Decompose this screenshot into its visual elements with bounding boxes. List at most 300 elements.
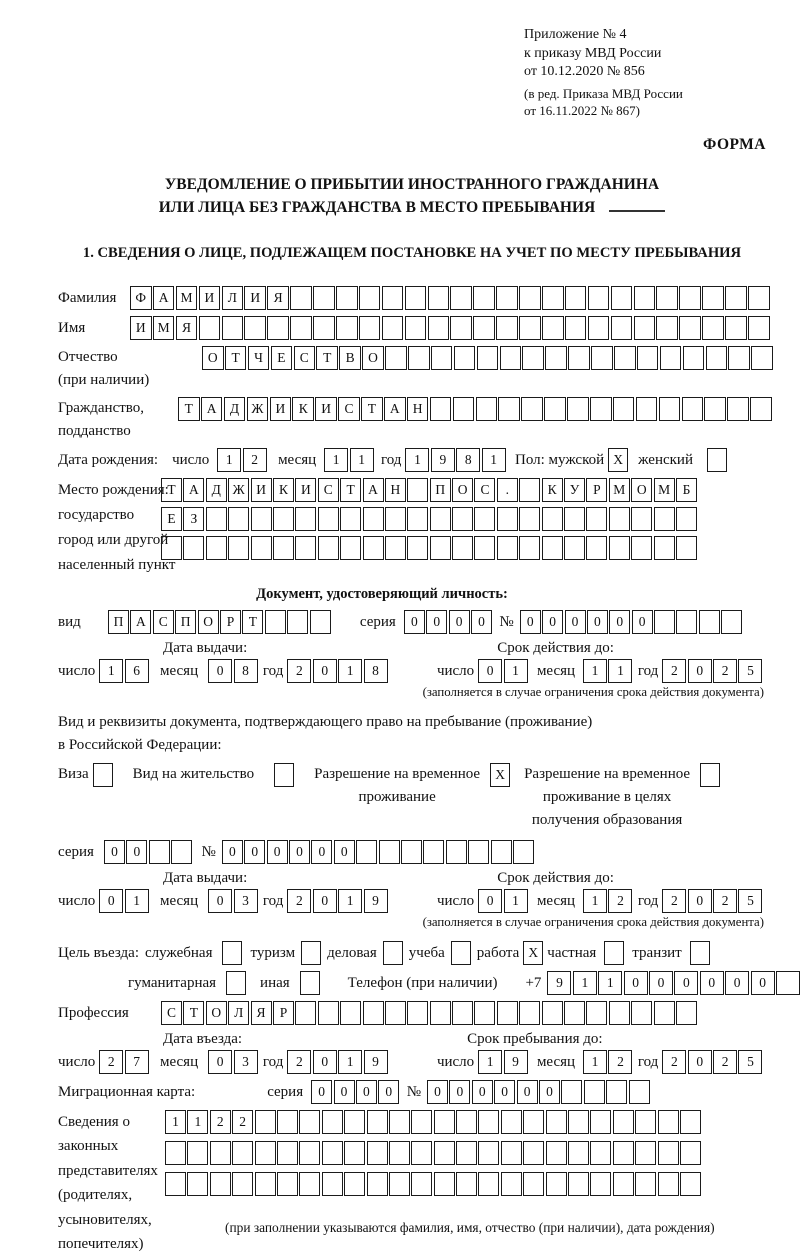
char-box[interactable] bbox=[407, 536, 428, 560]
char-box[interactable]: Т bbox=[340, 478, 361, 502]
char-box[interactable] bbox=[244, 316, 266, 340]
char-box[interactable]: 7 bbox=[125, 1050, 149, 1074]
char-box[interactable] bbox=[452, 1001, 473, 1025]
char-box[interactable] bbox=[456, 1110, 477, 1134]
char-box[interactable] bbox=[591, 346, 613, 370]
char-box[interactable] bbox=[255, 1172, 276, 1196]
char-box[interactable]: 1 bbox=[338, 889, 362, 913]
char-box[interactable]: 8 bbox=[364, 659, 388, 683]
char-box[interactable]: Я bbox=[267, 286, 289, 310]
char-box[interactable]: З bbox=[183, 507, 204, 531]
char-box[interactable] bbox=[273, 507, 294, 531]
char-box[interactable] bbox=[228, 507, 249, 531]
char-box[interactable]: 0 bbox=[126, 840, 147, 864]
char-box[interactable]: О bbox=[202, 346, 224, 370]
char-box[interactable] bbox=[614, 346, 636, 370]
char-box[interactable]: Б bbox=[676, 478, 697, 502]
char-box[interactable] bbox=[430, 507, 451, 531]
char-box[interactable] bbox=[434, 1110, 455, 1134]
char-box[interactable]: Т bbox=[161, 478, 182, 502]
char-box[interactable] bbox=[336, 286, 358, 310]
char-box[interactable] bbox=[363, 1001, 384, 1025]
char-box[interactable] bbox=[542, 286, 564, 310]
char-box[interactable] bbox=[446, 840, 467, 864]
char-box[interactable]: 2 bbox=[713, 659, 737, 683]
char-box[interactable] bbox=[590, 1141, 611, 1165]
char-box[interactable] bbox=[568, 1110, 589, 1134]
char-box[interactable]: 0 bbox=[587, 610, 608, 634]
char-box[interactable] bbox=[340, 536, 361, 560]
char-box[interactable] bbox=[676, 1001, 697, 1025]
char-box[interactable] bbox=[542, 536, 563, 560]
char-box[interactable] bbox=[501, 1172, 522, 1196]
char-box[interactable] bbox=[513, 840, 534, 864]
char-box[interactable] bbox=[654, 536, 675, 560]
char-box[interactable] bbox=[165, 1172, 186, 1196]
char-box[interactable]: 0 bbox=[311, 840, 332, 864]
char-box[interactable] bbox=[313, 286, 335, 310]
char-box[interactable]: Н bbox=[407, 397, 429, 421]
char-box[interactable] bbox=[477, 346, 499, 370]
char-box[interactable]: Т bbox=[242, 610, 263, 634]
char-box[interactable] bbox=[430, 397, 452, 421]
char-box[interactable]: А bbox=[384, 397, 406, 421]
char-box[interactable] bbox=[590, 397, 612, 421]
char-box[interactable] bbox=[295, 1001, 316, 1025]
char-box[interactable] bbox=[199, 316, 221, 340]
char-box[interactable]: 0 bbox=[404, 610, 425, 634]
char-box[interactable] bbox=[367, 1110, 388, 1134]
char-box[interactable] bbox=[267, 316, 289, 340]
char-box[interactable] bbox=[474, 1001, 495, 1025]
purpose-tourism-checkbox[interactable] bbox=[301, 941, 321, 965]
char-box[interactable]: 0 bbox=[520, 610, 541, 634]
sex-female-checkbox[interactable] bbox=[707, 448, 727, 472]
char-box[interactable] bbox=[613, 397, 635, 421]
char-box[interactable] bbox=[389, 1172, 410, 1196]
char-box[interactable] bbox=[474, 536, 495, 560]
char-box[interactable]: 0 bbox=[313, 659, 337, 683]
char-box[interactable] bbox=[255, 1110, 276, 1134]
char-box[interactable] bbox=[228, 536, 249, 560]
char-box[interactable] bbox=[456, 1172, 477, 1196]
char-box[interactable] bbox=[287, 610, 308, 634]
char-box[interactable]: 0 bbox=[313, 889, 337, 913]
char-box[interactable] bbox=[491, 840, 512, 864]
purpose-work-checkbox[interactable]: X bbox=[523, 941, 543, 965]
temporary-residence-checkbox[interactable]: X bbox=[490, 763, 510, 787]
char-box[interactable]: К bbox=[273, 478, 294, 502]
char-box[interactable]: А bbox=[363, 478, 384, 502]
char-box[interactable] bbox=[367, 1172, 388, 1196]
char-box[interactable] bbox=[222, 316, 244, 340]
char-box[interactable] bbox=[586, 536, 607, 560]
char-box[interactable] bbox=[265, 610, 286, 634]
char-box[interactable]: И bbox=[130, 316, 152, 340]
char-box[interactable] bbox=[496, 286, 518, 310]
char-box[interactable] bbox=[676, 536, 697, 560]
char-box[interactable]: Т bbox=[178, 397, 200, 421]
char-box[interactable]: 2 bbox=[210, 1110, 231, 1134]
char-box[interactable] bbox=[206, 536, 227, 560]
char-box[interactable] bbox=[450, 286, 472, 310]
char-box[interactable] bbox=[680, 1110, 701, 1134]
char-box[interactable] bbox=[631, 1001, 652, 1025]
char-box[interactable] bbox=[318, 536, 339, 560]
char-box[interactable] bbox=[187, 1172, 208, 1196]
char-box[interactable] bbox=[635, 1172, 656, 1196]
char-box[interactable]: 1 bbox=[324, 448, 348, 472]
char-box[interactable] bbox=[522, 346, 544, 370]
char-box[interactable]: Р bbox=[220, 610, 241, 634]
char-box[interactable]: Е bbox=[161, 507, 182, 531]
char-box[interactable] bbox=[656, 316, 678, 340]
char-box[interactable] bbox=[634, 316, 656, 340]
char-box[interactable] bbox=[654, 1001, 675, 1025]
char-box[interactable]: А bbox=[130, 610, 151, 634]
char-box[interactable] bbox=[356, 840, 377, 864]
char-box[interactable] bbox=[728, 346, 750, 370]
char-box[interactable]: И bbox=[244, 286, 266, 310]
char-box[interactable] bbox=[411, 1110, 432, 1134]
char-box[interactable]: 2 bbox=[662, 1050, 686, 1074]
char-box[interactable] bbox=[568, 1141, 589, 1165]
char-box[interactable]: М bbox=[609, 478, 630, 502]
char-box[interactable] bbox=[411, 1141, 432, 1165]
char-box[interactable] bbox=[408, 346, 430, 370]
char-box[interactable] bbox=[232, 1141, 253, 1165]
char-box[interactable]: Ж bbox=[228, 478, 249, 502]
char-box[interactable] bbox=[476, 397, 498, 421]
char-box[interactable]: 0 bbox=[649, 971, 673, 995]
char-box[interactable] bbox=[165, 1141, 186, 1165]
char-box[interactable] bbox=[631, 507, 652, 531]
char-box[interactable] bbox=[501, 1110, 522, 1134]
char-box[interactable]: 0 bbox=[674, 971, 698, 995]
char-box[interactable] bbox=[434, 1141, 455, 1165]
char-box[interactable]: 0 bbox=[542, 610, 563, 634]
char-box[interactable]: 9 bbox=[364, 889, 388, 913]
char-box[interactable]: Т bbox=[183, 1001, 204, 1025]
char-box[interactable]: О bbox=[198, 610, 219, 634]
char-box[interactable]: И bbox=[199, 286, 221, 310]
char-box[interactable]: П bbox=[108, 610, 129, 634]
char-box[interactable] bbox=[546, 1110, 567, 1134]
char-box[interactable] bbox=[542, 507, 563, 531]
char-box[interactable]: 0 bbox=[449, 1080, 470, 1104]
char-box[interactable] bbox=[564, 536, 585, 560]
char-box[interactable]: 1 bbox=[482, 448, 506, 472]
char-box[interactable] bbox=[588, 286, 610, 310]
char-box[interactable]: А bbox=[153, 286, 175, 310]
char-box[interactable] bbox=[385, 507, 406, 531]
char-box[interactable] bbox=[363, 536, 384, 560]
char-box[interactable] bbox=[656, 286, 678, 310]
char-box[interactable]: 1 bbox=[125, 889, 149, 913]
char-box[interactable] bbox=[407, 1001, 428, 1025]
char-box[interactable] bbox=[636, 397, 658, 421]
char-box[interactable] bbox=[313, 316, 335, 340]
char-box[interactable] bbox=[635, 1110, 656, 1134]
char-box[interactable]: И bbox=[295, 478, 316, 502]
char-box[interactable]: 0 bbox=[244, 840, 265, 864]
char-box[interactable] bbox=[367, 1141, 388, 1165]
char-box[interactable] bbox=[519, 1001, 540, 1025]
char-box[interactable] bbox=[568, 1172, 589, 1196]
char-box[interactable] bbox=[344, 1110, 365, 1134]
visa-checkbox[interactable] bbox=[93, 763, 113, 787]
sex-male-checkbox[interactable]: X bbox=[608, 448, 628, 472]
char-box[interactable] bbox=[613, 1172, 634, 1196]
char-box[interactable]: И bbox=[315, 397, 337, 421]
char-box[interactable] bbox=[407, 507, 428, 531]
char-box[interactable]: Ч bbox=[248, 346, 270, 370]
char-box[interactable] bbox=[340, 507, 361, 531]
char-box[interactable] bbox=[704, 397, 726, 421]
char-box[interactable] bbox=[609, 507, 630, 531]
char-box[interactable] bbox=[290, 286, 312, 310]
char-box[interactable]: О bbox=[452, 478, 473, 502]
char-box[interactable] bbox=[679, 286, 701, 310]
char-box[interactable] bbox=[748, 316, 770, 340]
char-box[interactable]: 0 bbox=[311, 1080, 332, 1104]
char-box[interactable] bbox=[654, 610, 675, 634]
char-box[interactable] bbox=[454, 346, 476, 370]
char-box[interactable]: 2 bbox=[99, 1050, 123, 1074]
char-box[interactable]: Я bbox=[251, 1001, 272, 1025]
char-box[interactable]: Н bbox=[385, 478, 406, 502]
char-box[interactable] bbox=[519, 286, 541, 310]
char-box[interactable]: 0 bbox=[356, 1080, 377, 1104]
char-box[interactable]: О bbox=[631, 478, 652, 502]
char-box[interactable] bbox=[497, 536, 518, 560]
char-box[interactable] bbox=[359, 316, 381, 340]
char-box[interactable]: О bbox=[206, 1001, 227, 1025]
char-box[interactable]: 0 bbox=[427, 1080, 448, 1104]
char-box[interactable]: 0 bbox=[426, 610, 447, 634]
char-box[interactable] bbox=[385, 536, 406, 560]
char-box[interactable] bbox=[523, 1172, 544, 1196]
char-box[interactable] bbox=[468, 840, 489, 864]
char-box[interactable] bbox=[751, 346, 773, 370]
char-box[interactable]: 9 bbox=[547, 971, 571, 995]
char-box[interactable] bbox=[407, 478, 428, 502]
char-box[interactable]: 1 bbox=[478, 1050, 502, 1074]
char-box[interactable] bbox=[683, 346, 705, 370]
char-box[interactable] bbox=[613, 1110, 634, 1134]
char-box[interactable] bbox=[299, 1110, 320, 1134]
char-box[interactable] bbox=[658, 1110, 679, 1134]
char-box[interactable] bbox=[310, 610, 331, 634]
purpose-other-checkbox[interactable] bbox=[300, 971, 320, 995]
char-box[interactable] bbox=[676, 610, 697, 634]
purpose-official-checkbox[interactable] bbox=[222, 941, 242, 965]
char-box[interactable]: 1 bbox=[583, 1050, 607, 1074]
char-box[interactable]: 0 bbox=[632, 610, 653, 634]
char-box[interactable] bbox=[452, 536, 473, 560]
char-box[interactable] bbox=[478, 1141, 499, 1165]
char-box[interactable]: А bbox=[183, 478, 204, 502]
char-box[interactable] bbox=[382, 316, 404, 340]
char-box[interactable]: 2 bbox=[243, 448, 267, 472]
char-box[interactable]: 1 bbox=[187, 1110, 208, 1134]
char-box[interactable]: Д bbox=[206, 478, 227, 502]
char-box[interactable]: 0 bbox=[208, 1050, 232, 1074]
char-box[interactable] bbox=[210, 1141, 231, 1165]
purpose-transit-checkbox[interactable] bbox=[690, 941, 710, 965]
char-box[interactable] bbox=[277, 1172, 298, 1196]
char-box[interactable] bbox=[658, 1172, 679, 1196]
char-box[interactable] bbox=[586, 507, 607, 531]
char-box[interactable]: О bbox=[362, 346, 384, 370]
char-box[interactable] bbox=[606, 1080, 627, 1104]
char-box[interactable]: С bbox=[338, 397, 360, 421]
char-box[interactable] bbox=[423, 840, 444, 864]
char-box[interactable] bbox=[568, 346, 590, 370]
char-box[interactable] bbox=[295, 507, 316, 531]
purpose-study-checkbox[interactable] bbox=[451, 941, 471, 965]
char-box[interactable] bbox=[637, 346, 659, 370]
char-box[interactable]: С bbox=[294, 346, 316, 370]
char-box[interactable] bbox=[634, 286, 656, 310]
char-box[interactable]: К bbox=[292, 397, 314, 421]
char-box[interactable] bbox=[679, 316, 701, 340]
char-box[interactable] bbox=[206, 507, 227, 531]
char-box[interactable]: Т bbox=[316, 346, 338, 370]
char-box[interactable] bbox=[411, 1172, 432, 1196]
char-box[interactable] bbox=[519, 316, 541, 340]
char-box[interactable]: Л bbox=[228, 1001, 249, 1025]
char-box[interactable] bbox=[318, 1001, 339, 1025]
char-box[interactable] bbox=[385, 1001, 406, 1025]
char-box[interactable]: У bbox=[564, 478, 585, 502]
char-box[interactable] bbox=[565, 286, 587, 310]
char-box[interactable] bbox=[295, 536, 316, 560]
char-box[interactable]: 2 bbox=[662, 889, 686, 913]
char-box[interactable] bbox=[660, 346, 682, 370]
char-box[interactable]: М bbox=[654, 478, 675, 502]
char-box[interactable] bbox=[497, 507, 518, 531]
char-box[interactable]: 1 bbox=[608, 659, 632, 683]
char-box[interactable] bbox=[498, 397, 520, 421]
char-box[interactable] bbox=[453, 397, 475, 421]
char-box[interactable] bbox=[590, 1172, 611, 1196]
char-box[interactable]: 5 bbox=[738, 659, 762, 683]
char-box[interactable]: 1 bbox=[583, 889, 607, 913]
char-box[interactable] bbox=[565, 316, 587, 340]
char-box[interactable] bbox=[359, 286, 381, 310]
char-box[interactable] bbox=[546, 1172, 567, 1196]
char-box[interactable] bbox=[725, 286, 747, 310]
char-box[interactable]: Р bbox=[273, 1001, 294, 1025]
char-box[interactable] bbox=[431, 346, 453, 370]
char-box[interactable]: 0 bbox=[539, 1080, 560, 1104]
char-box[interactable] bbox=[251, 536, 272, 560]
char-box[interactable] bbox=[232, 1172, 253, 1196]
char-box[interactable] bbox=[382, 286, 404, 310]
char-box[interactable] bbox=[149, 840, 170, 864]
char-box[interactable] bbox=[299, 1172, 320, 1196]
char-box[interactable] bbox=[161, 536, 182, 560]
char-box[interactable]: 2 bbox=[287, 1050, 311, 1074]
char-box[interactable]: М bbox=[176, 286, 198, 310]
char-box[interactable]: 2 bbox=[608, 889, 632, 913]
char-box[interactable]: 0 bbox=[565, 610, 586, 634]
char-box[interactable] bbox=[680, 1141, 701, 1165]
char-box[interactable]: 1 bbox=[598, 971, 622, 995]
char-box[interactable] bbox=[611, 316, 633, 340]
char-box[interactable]: 0 bbox=[104, 840, 125, 864]
char-box[interactable] bbox=[542, 316, 564, 340]
char-box[interactable] bbox=[428, 316, 450, 340]
char-box[interactable]: 1 bbox=[338, 1050, 362, 1074]
char-box[interactable]: К bbox=[542, 478, 563, 502]
char-box[interactable] bbox=[478, 1172, 499, 1196]
char-box[interactable]: 1 bbox=[165, 1110, 186, 1134]
char-box[interactable] bbox=[430, 1001, 451, 1025]
char-box[interactable] bbox=[748, 286, 770, 310]
char-box[interactable]: 0 bbox=[449, 610, 470, 634]
char-box[interactable]: 1 bbox=[504, 659, 528, 683]
char-box[interactable]: 1 bbox=[583, 659, 607, 683]
char-box[interactable]: Е bbox=[271, 346, 293, 370]
char-box[interactable]: 9 bbox=[431, 448, 455, 472]
char-box[interactable]: 2 bbox=[662, 659, 686, 683]
char-box[interactable]: 1 bbox=[99, 659, 123, 683]
char-box[interactable] bbox=[277, 1141, 298, 1165]
char-box[interactable]: М bbox=[153, 316, 175, 340]
char-box[interactable] bbox=[682, 397, 704, 421]
char-box[interactable] bbox=[405, 286, 427, 310]
char-box[interactable] bbox=[474, 507, 495, 531]
char-box[interactable] bbox=[336, 316, 358, 340]
char-box[interactable] bbox=[322, 1141, 343, 1165]
char-box[interactable]: С bbox=[318, 478, 339, 502]
char-box[interactable] bbox=[434, 1172, 455, 1196]
char-box[interactable]: 0 bbox=[700, 971, 724, 995]
char-box[interactable] bbox=[750, 397, 772, 421]
char-box[interactable] bbox=[428, 286, 450, 310]
char-box[interactable] bbox=[405, 316, 427, 340]
char-box[interactable] bbox=[519, 478, 540, 502]
char-box[interactable]: 0 bbox=[472, 1080, 493, 1104]
char-box[interactable]: 1 bbox=[573, 971, 597, 995]
char-box[interactable] bbox=[450, 316, 472, 340]
temporary-residence-education-checkbox[interactable] bbox=[700, 763, 720, 787]
char-box[interactable] bbox=[277, 1110, 298, 1134]
char-box[interactable]: Ж bbox=[247, 397, 269, 421]
char-box[interactable]: И bbox=[270, 397, 292, 421]
char-box[interactable] bbox=[187, 1141, 208, 1165]
char-box[interactable]: 2 bbox=[287, 659, 311, 683]
char-box[interactable]: С bbox=[161, 1001, 182, 1025]
char-box[interactable] bbox=[727, 397, 749, 421]
char-box[interactable] bbox=[210, 1172, 231, 1196]
char-box[interactable] bbox=[611, 286, 633, 310]
char-box[interactable]: 0 bbox=[471, 610, 492, 634]
char-box[interactable] bbox=[501, 1141, 522, 1165]
char-box[interactable] bbox=[290, 316, 312, 340]
char-box[interactable]: 0 bbox=[725, 971, 749, 995]
char-box[interactable]: 8 bbox=[456, 448, 480, 472]
char-box[interactable]: Л bbox=[222, 286, 244, 310]
char-box[interactable]: . bbox=[497, 478, 518, 502]
char-box[interactable] bbox=[561, 1080, 582, 1104]
char-box[interactable] bbox=[322, 1172, 343, 1196]
char-box[interactable]: 0 bbox=[289, 840, 310, 864]
char-box[interactable] bbox=[519, 507, 540, 531]
char-box[interactable] bbox=[473, 316, 495, 340]
